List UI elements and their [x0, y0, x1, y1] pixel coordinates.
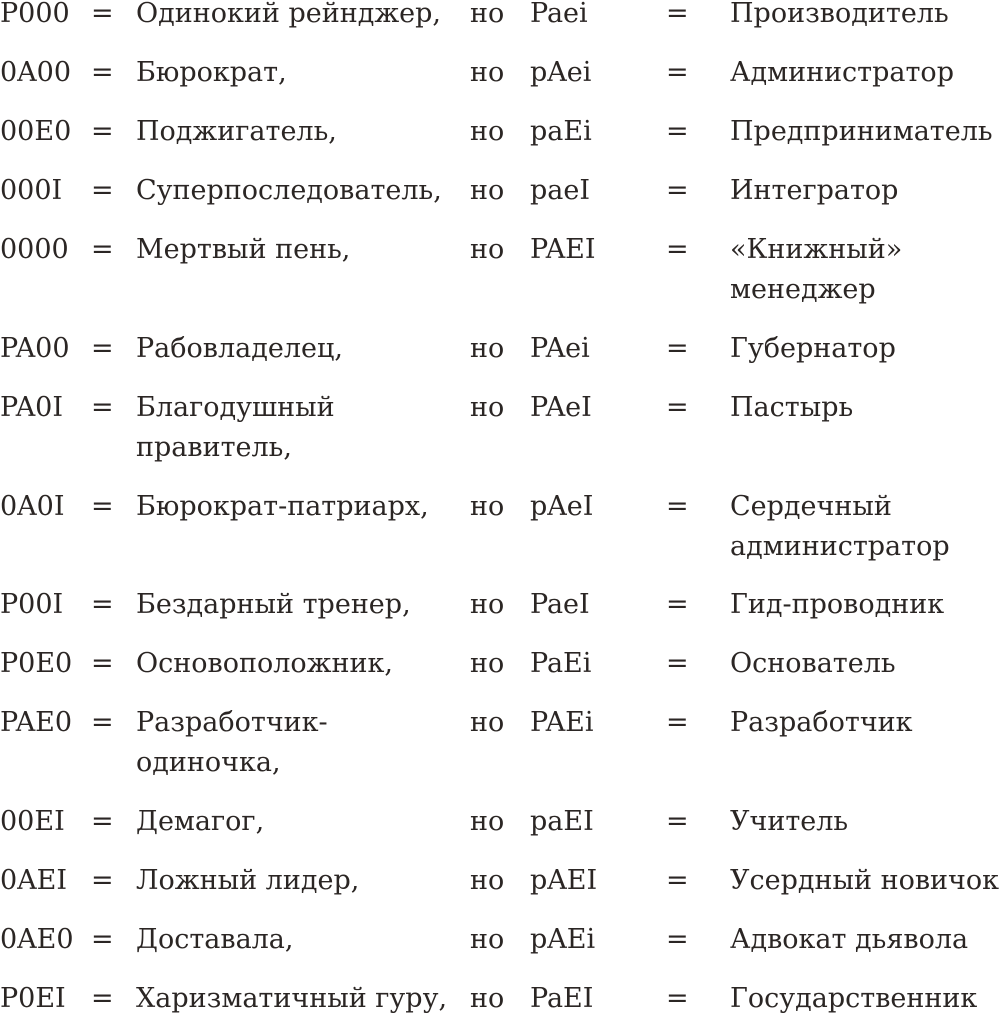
management-code: paEi: [530, 116, 592, 147]
mismanagement-code: P0EI: [0, 983, 66, 1014]
management-code: Paei: [530, 0, 588, 29]
management-code: pAEI: [530, 865, 598, 896]
management-type: Усердный новичок: [730, 865, 1000, 896]
conjunction: но: [470, 648, 505, 679]
conjunction: но: [470, 924, 505, 955]
equals-sign: =: [666, 333, 689, 364]
equals-sign: =: [91, 234, 114, 265]
mismanagement-code: 0A00: [0, 57, 72, 88]
mismanagement-type: Доставала,: [136, 924, 294, 955]
management-type: Губернатор: [730, 333, 896, 364]
mismanagement-code: 000I: [0, 175, 63, 206]
mismanagement-code: 0AEI: [0, 865, 68, 896]
management-type: Сердечный администратор: [730, 491, 950, 562]
mismanagement-code: PAE0: [0, 707, 73, 738]
management-type: «Книжный» менеджер: [730, 234, 903, 305]
mismanagement-code: 00E0: [0, 116, 72, 147]
management-code: pAeI: [530, 491, 594, 522]
equals-sign: =: [91, 175, 114, 206]
management-code: PaEi: [530, 648, 592, 679]
conjunction: но: [470, 0, 505, 29]
mismanagement-code: P0E0: [0, 648, 73, 679]
management-code: paeI: [530, 175, 591, 206]
equals-sign: =: [666, 648, 689, 679]
equals-sign: =: [666, 116, 689, 147]
conjunction: но: [470, 707, 505, 738]
equals-sign: =: [91, 924, 114, 955]
management-code: PAeI: [530, 392, 592, 423]
conjunction: но: [470, 234, 505, 265]
equals-sign: =: [666, 924, 689, 955]
mismanagement-type: Бюрократ-патриарх,: [136, 491, 429, 522]
management-code: pAEi: [530, 924, 596, 955]
equals-sign: =: [666, 491, 689, 522]
conjunction: но: [470, 491, 505, 522]
equals-sign: =: [91, 648, 114, 679]
mismanagement-code: P000: [0, 0, 70, 29]
mismanagement-code: 0A0I: [0, 491, 65, 522]
conjunction: но: [470, 175, 505, 206]
management-code: pAei: [530, 57, 592, 88]
equals-sign: =: [91, 333, 114, 364]
management-type: Разработчик: [730, 707, 913, 738]
mismanagement-type: Бездарный тренер,: [136, 589, 411, 620]
management-type: Интегратор: [730, 175, 899, 206]
management-type: Администратор: [730, 57, 954, 88]
mismanagement-type: Бюрократ,: [136, 57, 287, 88]
mismanagement-type: Разработчик- одиночка,: [136, 707, 328, 778]
equals-sign: =: [91, 0, 114, 29]
management-type: Производитель: [730, 0, 949, 29]
conjunction: но: [470, 116, 505, 147]
management-code: PaeI: [530, 589, 590, 620]
management-type: Предприниматель: [730, 116, 993, 147]
mismanagement-type: Харизматичный гуру,: [136, 983, 448, 1014]
equals-sign: =: [666, 175, 689, 206]
mismanagement-type: Благодушный правитель,: [136, 392, 335, 463]
management-code: PAEi: [530, 707, 594, 738]
mismanagement-code: 0000: [0, 234, 69, 265]
conjunction: но: [470, 392, 505, 423]
equals-sign: =: [666, 392, 689, 423]
management-type: Адвокат дьявола: [730, 924, 969, 955]
equals-sign: =: [91, 491, 114, 522]
conjunction: но: [470, 589, 505, 620]
conjunction: но: [470, 57, 505, 88]
management-type: Гид-проводник: [730, 589, 945, 620]
mismanagement-type: Одинокий рейнджер,: [136, 0, 442, 29]
management-code: PAEI: [530, 234, 596, 265]
mismanagement-code: 0AE0: [0, 924, 74, 955]
management-code: PAei: [530, 333, 590, 364]
equals-sign: =: [666, 57, 689, 88]
conjunction: но: [470, 865, 505, 896]
mismanagement-type: Рабовладелец,: [136, 333, 343, 364]
management-type: Основатель: [730, 648, 896, 679]
conjunction: но: [470, 333, 505, 364]
equals-sign: =: [91, 865, 114, 896]
management-code: paEI: [530, 806, 594, 837]
management-type: Государственник: [730, 983, 978, 1014]
mismanagement-code: PA0I: [0, 392, 64, 423]
mismanagement-type: Ложный лидер,: [136, 865, 360, 896]
mismanagement-type: Основоположник,: [136, 648, 393, 679]
equals-sign: =: [91, 589, 114, 620]
mismanagement-type: Мертвый пень,: [136, 234, 351, 265]
management-type: Пастырь: [730, 392, 854, 423]
equals-sign: =: [666, 865, 689, 896]
conjunction: но: [470, 806, 505, 837]
mismanagement-type: Демагог,: [136, 806, 265, 837]
equals-sign: =: [91, 392, 114, 423]
equals-sign: =: [666, 234, 689, 265]
management-type: Учитель: [730, 806, 849, 837]
equals-sign: =: [91, 983, 114, 1014]
mismanagement-code: 00EI: [0, 806, 65, 837]
management-code: PaEI: [530, 983, 594, 1014]
mismanagement-code: PA00: [0, 333, 70, 364]
equals-sign: =: [666, 0, 689, 29]
equals-sign: =: [91, 116, 114, 147]
mismanagement-type: Суперпоследователь,: [136, 175, 442, 206]
mismanagement-type: Поджигатель,: [136, 116, 337, 147]
equals-sign: =: [666, 589, 689, 620]
mismanagement-code: P00I: [0, 589, 64, 620]
equals-sign: =: [91, 57, 114, 88]
conjunction: но: [470, 983, 505, 1014]
equals-sign: =: [666, 983, 689, 1014]
equals-sign: =: [666, 806, 689, 837]
equals-sign: =: [666, 707, 689, 738]
equals-sign: =: [91, 707, 114, 738]
equals-sign: =: [91, 806, 114, 837]
